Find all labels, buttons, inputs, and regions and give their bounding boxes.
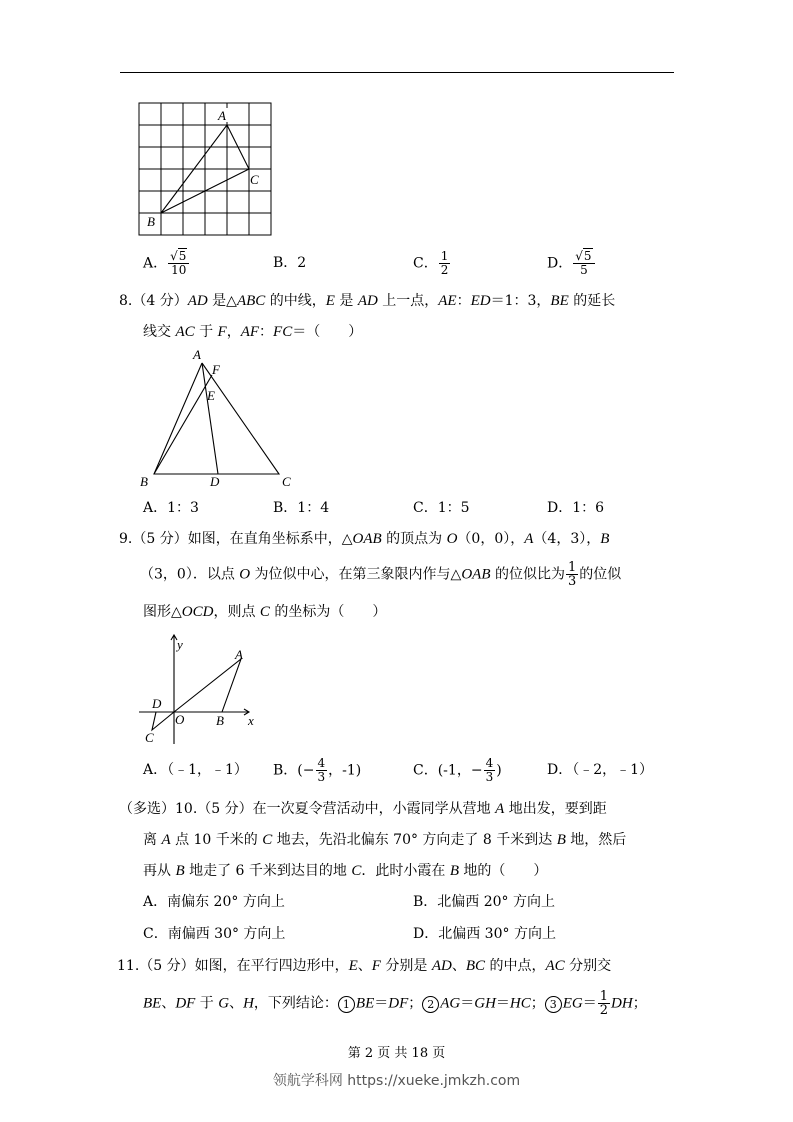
watermark: 领航学科网 https://xueke.jmkzh.com xyxy=(272,1073,521,1089)
q8-label-a: A xyxy=(193,347,201,362)
q8-option-c[interactable]: C．1：5 xyxy=(413,500,470,516)
q9-option-d[interactable]: D．（﹣2，﹣1） xyxy=(547,762,654,778)
q8-line2: 线交 AC 于 F，AF：FC＝（ ） xyxy=(143,324,363,340)
q11-line1: 11.（5 分）如图，在平行四边形中，E、F 分别是 AD、BC 的中点，AC 分别交 xyxy=(117,958,612,974)
q8-figure xyxy=(134,345,299,490)
q7-option-b[interactable]: B．2 xyxy=(273,255,307,271)
q8-label-d: D xyxy=(210,474,220,489)
q9-label-o: O xyxy=(175,712,185,727)
q10-line1: （多选）10.（5 分）在一次夏令营活动中，小霞同学从营地 A 地出发，要到距 xyxy=(119,801,607,817)
q9-label-a: A xyxy=(235,647,243,662)
q8-line1: 8.（4 分）AD 是△ABC 的中线，E 是 AD 上一点，AE：ED＝1：3，BE 的延长 xyxy=(119,293,616,309)
q9-option-b[interactable]: B．(− $\frac{4}{3}$ ，-1) xyxy=(273,756,362,784)
q7-label-a: A xyxy=(218,108,226,123)
q10-option-c[interactable]: C．南偏西 30° 方向上 xyxy=(143,926,286,942)
q10-option-d[interactable]: D．北偏西 30° 方向上 xyxy=(413,926,556,942)
q9-figure xyxy=(134,632,269,747)
q7-option-c[interactable]: C． $\frac{1}{2}$ xyxy=(413,249,449,277)
q8-option-d[interactable]: D．1：6 xyxy=(547,500,605,516)
q10-line2: 离 A 点 10 千米的 C 地去，先沿北偏东 70° 方向走了 8 千米到达 B 地，然后 xyxy=(143,832,627,848)
q9-line2: （3，0）．以点 O 为位似中心，在第三象限内作与△OAB 的位似比为 $\frac{1}{3}$ 的位似 xyxy=(140,560,622,589)
q9-option-a[interactable]: A．（﹣1，﹣1） xyxy=(143,762,248,778)
q9-line1: 9.（5 分）如图，在直角坐标系中，△OAB 的顶点为 O（0，0），A（4，3），B xyxy=(119,531,610,547)
q7-label-b: B xyxy=(147,214,155,229)
q8-option-b[interactable]: B．1：4 xyxy=(273,500,330,516)
q8-label-f: F xyxy=(212,362,220,377)
q10-line3: 再从 B 地走了 6 千米到达目的地 C．此时小霞在 B 地的（ ） xyxy=(143,863,548,879)
q7-option-d[interactable]: D． $\frac{√5}{5}$ xyxy=(547,250,596,277)
q9-label-b: B xyxy=(216,713,224,728)
q10-option-b[interactable]: B．北偏西 20° 方向上 xyxy=(413,894,556,910)
q9-label-d: D xyxy=(152,696,162,711)
q9-option-c[interactable]: C．(-1，− $\frac{4}{3}$ ) xyxy=(413,756,502,784)
header-rule xyxy=(120,72,674,73)
q8-label-b: B xyxy=(140,474,148,489)
q8-option-a[interactable]: A．1：3 xyxy=(143,500,199,516)
q9-label-c: C xyxy=(145,730,154,745)
q8-label-e: E xyxy=(207,388,215,403)
q9-line3: 图形△OCD，则点 C 的坐标为（ ） xyxy=(143,604,387,620)
page-footer: 第 2 页 共 18 页 xyxy=(347,1046,446,1061)
q7-label-c: C xyxy=(250,172,259,187)
q10-option-a[interactable]: A．南偏东 20° 方向上 xyxy=(143,894,285,910)
q9-label-x: x xyxy=(248,713,254,728)
q8-label-c: C xyxy=(282,474,291,489)
q7-option-a[interactable]: A． $\frac{√5}{10}$ xyxy=(143,250,190,277)
q9-label-y: y xyxy=(177,637,183,652)
q11-line2: BE、DF 于 G、H，下列结论： 1 BE＝DF； 2 AG＝GH＝HC； 3 EG＝ $\frac{1}{2}$ DH； xyxy=(143,989,647,1018)
q7-figure xyxy=(134,100,279,238)
